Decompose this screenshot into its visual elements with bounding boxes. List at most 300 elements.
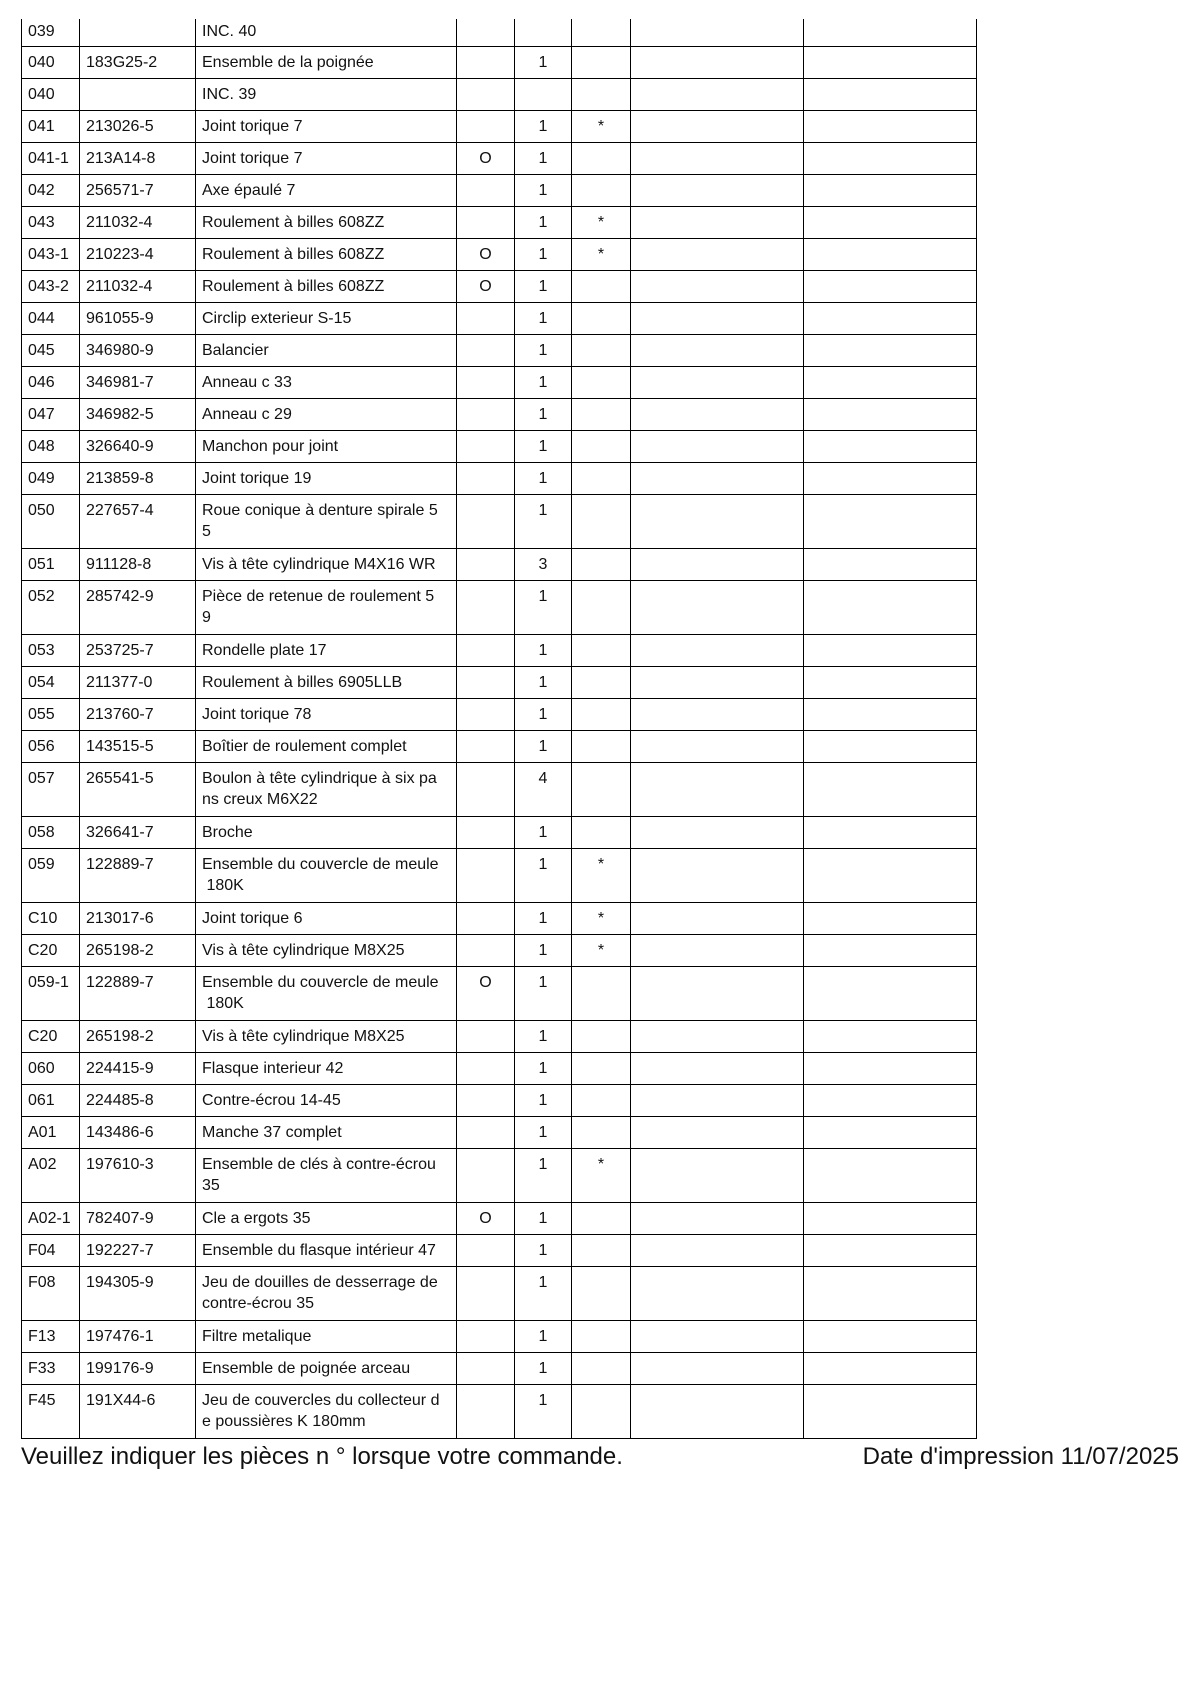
cell-option: [457, 334, 515, 366]
cell-item-no: F04: [22, 1234, 80, 1266]
cell-blank-2: [804, 462, 977, 494]
cell-option: [457, 698, 515, 730]
cell-blank-2: [804, 698, 977, 730]
cell-description: [196, 816, 457, 848]
cell-item-no: C10: [22, 902, 80, 934]
cell-description: [196, 1116, 457, 1148]
cell-option: [457, 366, 515, 398]
cell-item-no: 040: [22, 78, 80, 110]
cell-description: [196, 462, 457, 494]
print-date: Date d'impression 11/07/2025: [862, 1442, 1179, 1470]
cell-description: [196, 1084, 457, 1116]
cell-quantity: 1: [515, 110, 572, 142]
cell-note: [572, 174, 631, 206]
description-line: Joint torique 6: [202, 909, 303, 927]
table-row: [22, 1320, 977, 1352]
cell-blank-1: [631, 1234, 804, 1266]
description-line: Rondelle plate 17: [202, 641, 327, 659]
cell-blank-1: [631, 302, 804, 334]
cell-description: [196, 78, 457, 110]
cell-quantity: 1: [515, 142, 572, 174]
cell-note: *: [572, 110, 631, 142]
cell-option: [457, 430, 515, 462]
cell-description: [196, 1020, 457, 1052]
cell-blank-1: [631, 19, 804, 46]
cell-description: [196, 302, 457, 334]
cell-blank-2: [804, 430, 977, 462]
cell-quantity: 1: [515, 334, 572, 366]
cell-part-no: [80, 78, 196, 110]
cell-description: [196, 666, 457, 698]
cell-part-no: 192227-7: [80, 1234, 196, 1266]
table-row: [22, 174, 977, 206]
table-row: [22, 238, 977, 270]
cell-part-no: 227657-4: [80, 494, 196, 548]
description-line: Roulement à billes 608ZZ: [202, 213, 385, 231]
cell-item-no: 043-2: [22, 270, 80, 302]
cell-description: [196, 1234, 457, 1266]
cell-part-no: 194305-9: [80, 1266, 196, 1320]
description-line: 35: [202, 1176, 220, 1194]
cell-note: [572, 1020, 631, 1052]
cell-description: [196, 730, 457, 762]
cell-item-no: F08: [22, 1266, 80, 1320]
cell-part-no: 213A14-8: [80, 142, 196, 174]
cell-part-no: 210223-4: [80, 238, 196, 270]
cell-option: O: [457, 966, 515, 1020]
cell-option: [457, 848, 515, 902]
cell-part-no: 143486-6: [80, 1116, 196, 1148]
table-row: [22, 698, 977, 730]
table-row: [22, 762, 977, 816]
order-instruction-note: Veuillez indiquer les pièces n ° lorsque votre commande.: [21, 1442, 623, 1470]
cell-description: [196, 762, 457, 816]
cell-quantity: 3: [515, 548, 572, 580]
cell-blank-1: [631, 398, 804, 430]
cell-blank-2: [804, 302, 977, 334]
cell-note: [572, 1352, 631, 1384]
cell-description: [196, 46, 457, 78]
cell-part-no: 183G25-2: [80, 46, 196, 78]
cell-quantity: 1: [515, 366, 572, 398]
cell-quantity: 1: [515, 902, 572, 934]
cell-description: [196, 966, 457, 1020]
cell-part-no: 122889-7: [80, 848, 196, 902]
cell-description: [196, 270, 457, 302]
cell-quantity: 1: [515, 398, 572, 430]
cell-description: [196, 1148, 457, 1202]
cell-blank-2: [804, 666, 977, 698]
description-line: Filtre metalique: [202, 1327, 312, 1345]
cell-note: [572, 302, 631, 334]
cell-part-no: 911128-8: [80, 548, 196, 580]
cell-option: [457, 1148, 515, 1202]
table-row: [22, 78, 977, 110]
description-line: Axe épaulé 7: [202, 181, 296, 199]
cell-description: [196, 1266, 457, 1320]
cell-part-no: 326641-7: [80, 816, 196, 848]
cell-item-no: C20: [22, 1020, 80, 1052]
table-row: [22, 848, 977, 902]
cell-part-no: 211032-4: [80, 206, 196, 238]
cell-note: *: [572, 1148, 631, 1202]
cell-part-no: 211377-0: [80, 666, 196, 698]
cell-blank-2: [804, 270, 977, 302]
cell-item-no: 060: [22, 1052, 80, 1084]
cell-option: [457, 1320, 515, 1352]
cell-part-no: 346980-9: [80, 334, 196, 366]
cell-quantity: 1: [515, 174, 572, 206]
table-row: [22, 902, 977, 934]
description-line: Ensemble du flasque intérieur 47: [202, 1241, 436, 1259]
table-row: [22, 1020, 977, 1052]
cell-quantity: 4: [515, 762, 572, 816]
cell-part-no: 256571-7: [80, 174, 196, 206]
cell-part-no: 346982-5: [80, 398, 196, 430]
cell-note: [572, 142, 631, 174]
cell-blank-2: [804, 1352, 977, 1384]
cell-option: [457, 46, 515, 78]
cell-note: *: [572, 934, 631, 966]
cell-quantity: 1: [515, 698, 572, 730]
cell-quantity: 1: [515, 1266, 572, 1320]
cell-quantity: 1: [515, 966, 572, 1020]
description-line: Roulement à billes 608ZZ: [202, 277, 385, 295]
cell-blank-2: [804, 1202, 977, 1234]
cell-part-no: 213026-5: [80, 110, 196, 142]
table-row: [22, 1052, 977, 1084]
cell-item-no: 045: [22, 334, 80, 366]
cell-blank-1: [631, 78, 804, 110]
cell-blank-2: [804, 19, 977, 46]
cell-part-no: 285742-9: [80, 580, 196, 634]
cell-option: [457, 19, 515, 46]
cell-item-no: A02: [22, 1148, 80, 1202]
table-row: [22, 46, 977, 78]
cell-blank-2: [804, 1084, 977, 1116]
parts-table: [21, 19, 977, 1439]
cell-part-no: 782407-9: [80, 1202, 196, 1234]
table-row: [22, 334, 977, 366]
cell-blank-2: [804, 634, 977, 666]
cell-blank-1: [631, 270, 804, 302]
cell-note: [572, 548, 631, 580]
cell-option: O: [457, 1202, 515, 1234]
cell-blank-1: [631, 698, 804, 730]
cell-quantity: 1: [515, 302, 572, 334]
cell-option: [457, 1234, 515, 1266]
cell-quantity: 1: [515, 848, 572, 902]
cell-blank-1: [631, 462, 804, 494]
cell-blank-1: [631, 430, 804, 462]
description-line: Ensemble de la poignée: [202, 53, 374, 71]
table-row: [22, 580, 977, 634]
table-row: [22, 1116, 977, 1148]
cell-description: [196, 1384, 457, 1438]
cell-note: [572, 730, 631, 762]
table-row: [22, 270, 977, 302]
cell-option: [457, 206, 515, 238]
cell-blank-1: [631, 902, 804, 934]
cell-blank-2: [804, 142, 977, 174]
cell-item-no: 059-1: [22, 966, 80, 1020]
description-line: Contre-écrou 14-45: [202, 1091, 341, 1109]
description-line: Anneau c 33: [202, 373, 292, 391]
cell-note: [572, 580, 631, 634]
cell-blank-1: [631, 1148, 804, 1202]
cell-blank-2: [804, 934, 977, 966]
description-line: INC. 40: [202, 23, 257, 40]
cell-note: [572, 1234, 631, 1266]
cell-blank-1: [631, 548, 804, 580]
cell-blank-1: [631, 366, 804, 398]
description-line: Roulement à billes 6905LLB: [202, 673, 403, 691]
cell-note: [572, 78, 631, 110]
cell-quantity: 1: [515, 1234, 572, 1266]
cell-note: [572, 1084, 631, 1116]
cell-note: [572, 816, 631, 848]
cell-quantity: 1: [515, 730, 572, 762]
cell-part-no: 253725-7: [80, 634, 196, 666]
cell-quantity: 1: [515, 1020, 572, 1052]
cell-note: [572, 666, 631, 698]
cell-blank-2: [804, 494, 977, 548]
cell-item-no: 059: [22, 848, 80, 902]
cell-part-no: 191X44-6: [80, 1384, 196, 1438]
table-row: [22, 666, 977, 698]
cell-option: [457, 1084, 515, 1116]
description-line: Joint torique 7: [202, 149, 303, 167]
cell-description: [196, 494, 457, 548]
cell-part-no: 213859-8: [80, 462, 196, 494]
cell-item-no: 039: [22, 19, 80, 46]
cell-item-no: F13: [22, 1320, 80, 1352]
cell-note: [572, 366, 631, 398]
cell-option: [457, 1020, 515, 1052]
cell-part-no: 197610-3: [80, 1148, 196, 1202]
cell-description: [196, 238, 457, 270]
cell-note: [572, 1320, 631, 1352]
description-line: Cle a ergots 35: [202, 1209, 311, 1227]
table-row: [22, 398, 977, 430]
cell-quantity: 1: [515, 1384, 572, 1438]
cell-blank-1: [631, 494, 804, 548]
cell-blank-1: [631, 1384, 804, 1438]
cell-note: [572, 966, 631, 1020]
cell-item-no: F33: [22, 1352, 80, 1384]
cell-option: O: [457, 142, 515, 174]
cell-blank-2: [804, 816, 977, 848]
cell-item-no: 048: [22, 430, 80, 462]
cell-description: [196, 1052, 457, 1084]
cell-note: *: [572, 238, 631, 270]
cell-quantity: 1: [515, 1148, 572, 1202]
parts-list-page: [21, 19, 1179, 1471]
cell-option: [457, 78, 515, 110]
cell-blank-2: [804, 848, 977, 902]
table-row: [22, 966, 977, 1020]
cell-note: [572, 1052, 631, 1084]
cell-blank-2: [804, 366, 977, 398]
description-line: Vis à tête cylindrique M8X25: [202, 1027, 405, 1045]
cell-option: [457, 666, 515, 698]
cell-part-no: 224485-8: [80, 1084, 196, 1116]
cell-item-no: 057: [22, 762, 80, 816]
cell-description: [196, 206, 457, 238]
cell-quantity: 1: [515, 238, 572, 270]
cell-note: [572, 270, 631, 302]
cell-option: [457, 902, 515, 934]
table-row: [22, 730, 977, 762]
cell-blank-1: [631, 1266, 804, 1320]
cell-quantity: 1: [515, 430, 572, 462]
cell-item-no: 052: [22, 580, 80, 634]
cell-blank-2: [804, 548, 977, 580]
description-line: Roulement à billes 608ZZ: [202, 245, 385, 263]
cell-quantity: 1: [515, 666, 572, 698]
cell-option: [457, 494, 515, 548]
cell-quantity: 1: [515, 46, 572, 78]
cell-note: [572, 398, 631, 430]
cell-blank-2: [804, 398, 977, 430]
cell-option: [457, 174, 515, 206]
cell-option: [457, 762, 515, 816]
cell-option: [457, 1266, 515, 1320]
cell-blank-2: [804, 238, 977, 270]
cell-part-no: 197476-1: [80, 1320, 196, 1352]
cell-description: [196, 698, 457, 730]
cell-note: *: [572, 848, 631, 902]
cell-blank-1: [631, 142, 804, 174]
cell-description: [196, 902, 457, 934]
cell-option: [457, 110, 515, 142]
description-line: e poussières K 180mm: [202, 1412, 366, 1430]
description-line: 180K: [202, 994, 244, 1012]
cell-part-no: 211032-4: [80, 270, 196, 302]
cell-part-no: 961055-9: [80, 302, 196, 334]
cell-blank-2: [804, 334, 977, 366]
description-line: Flasque interieur 42: [202, 1059, 344, 1077]
table-row: [22, 142, 977, 174]
description-line: contre-écrou 35: [202, 1294, 315, 1312]
cell-note: [572, 1384, 631, 1438]
cell-part-no: 143515-5: [80, 730, 196, 762]
cell-blank-2: [804, 1384, 977, 1438]
cell-part-no: 265198-2: [80, 934, 196, 966]
cell-blank-2: [804, 1116, 977, 1148]
cell-quantity: 1: [515, 206, 572, 238]
cell-note: [572, 698, 631, 730]
cell-option: [457, 548, 515, 580]
cell-quantity: 1: [515, 270, 572, 302]
cell-blank-2: [804, 1320, 977, 1352]
cell-option: [457, 634, 515, 666]
cell-description: [196, 848, 457, 902]
cell-option: [457, 1052, 515, 1084]
cell-item-no: 056: [22, 730, 80, 762]
cell-part-no: 265541-5: [80, 762, 196, 816]
cell-part-no: 346981-7: [80, 366, 196, 398]
cell-blank-1: [631, 1020, 804, 1052]
cell-blank-2: [804, 78, 977, 110]
table-row: [22, 934, 977, 966]
cell-description: [196, 934, 457, 966]
cell-option: [457, 816, 515, 848]
description-line: Jeu de douilles de desserrage de: [202, 1273, 438, 1291]
cell-blank-2: [804, 1148, 977, 1202]
cell-quantity: [515, 19, 572, 46]
cell-blank-2: [804, 730, 977, 762]
cell-quantity: 1: [515, 1116, 572, 1148]
cell-item-no: 049: [22, 462, 80, 494]
cell-item-no: 043: [22, 206, 80, 238]
cell-description: [196, 548, 457, 580]
cell-blank-1: [631, 238, 804, 270]
description-line: Ensemble du couvercle de meule: [202, 973, 439, 991]
cell-blank-1: [631, 1084, 804, 1116]
cell-note: [572, 1202, 631, 1234]
cell-item-no: 046: [22, 366, 80, 398]
cell-note: [572, 1116, 631, 1148]
cell-quantity: [515, 78, 572, 110]
cell-item-no: 053: [22, 634, 80, 666]
cell-part-no: 199176-9: [80, 1352, 196, 1384]
cell-note: [572, 1266, 631, 1320]
cell-quantity: 1: [515, 580, 572, 634]
cell-note: [572, 634, 631, 666]
cell-note: [572, 334, 631, 366]
cell-option: O: [457, 238, 515, 270]
cell-note: [572, 762, 631, 816]
cell-item-no: F45: [22, 1384, 80, 1438]
description-line: Pièce de retenue de roulement 5: [202, 587, 435, 605]
page-footer: [21, 1443, 1179, 1471]
cell-blank-2: [804, 1266, 977, 1320]
cell-blank-2: [804, 1234, 977, 1266]
cell-item-no: 041-1: [22, 142, 80, 174]
cell-item-no: A02-1: [22, 1202, 80, 1234]
cell-note: [572, 430, 631, 462]
description-line: Anneau c 29: [202, 405, 292, 423]
cell-option: [457, 730, 515, 762]
table-row: [22, 634, 977, 666]
description-line: Balancier: [202, 341, 269, 359]
cell-quantity: 1: [515, 494, 572, 548]
cell-blank-1: [631, 666, 804, 698]
description-line: Manchon pour joint: [202, 437, 339, 455]
table-row: [22, 548, 977, 580]
cell-blank-2: [804, 580, 977, 634]
cell-item-no: 051: [22, 548, 80, 580]
cell-blank-1: [631, 1116, 804, 1148]
cell-option: [457, 1352, 515, 1384]
cell-item-no: 042: [22, 174, 80, 206]
cell-note: [572, 19, 631, 46]
cell-part-no: 122889-7: [80, 966, 196, 1020]
table-row: [22, 206, 977, 238]
description-line: Vis à tête cylindrique M8X25: [202, 941, 405, 959]
cell-item-no: 040: [22, 46, 80, 78]
table-row: [22, 430, 977, 462]
cell-quantity: 1: [515, 1084, 572, 1116]
description-line: Ensemble de poignée arceau: [202, 1359, 411, 1377]
cell-blank-2: [804, 966, 977, 1020]
cell-blank-1: [631, 110, 804, 142]
description-line: Broche: [202, 823, 253, 841]
description-line: 9: [202, 608, 211, 626]
cell-blank-1: [631, 730, 804, 762]
table-row: [22, 366, 977, 398]
